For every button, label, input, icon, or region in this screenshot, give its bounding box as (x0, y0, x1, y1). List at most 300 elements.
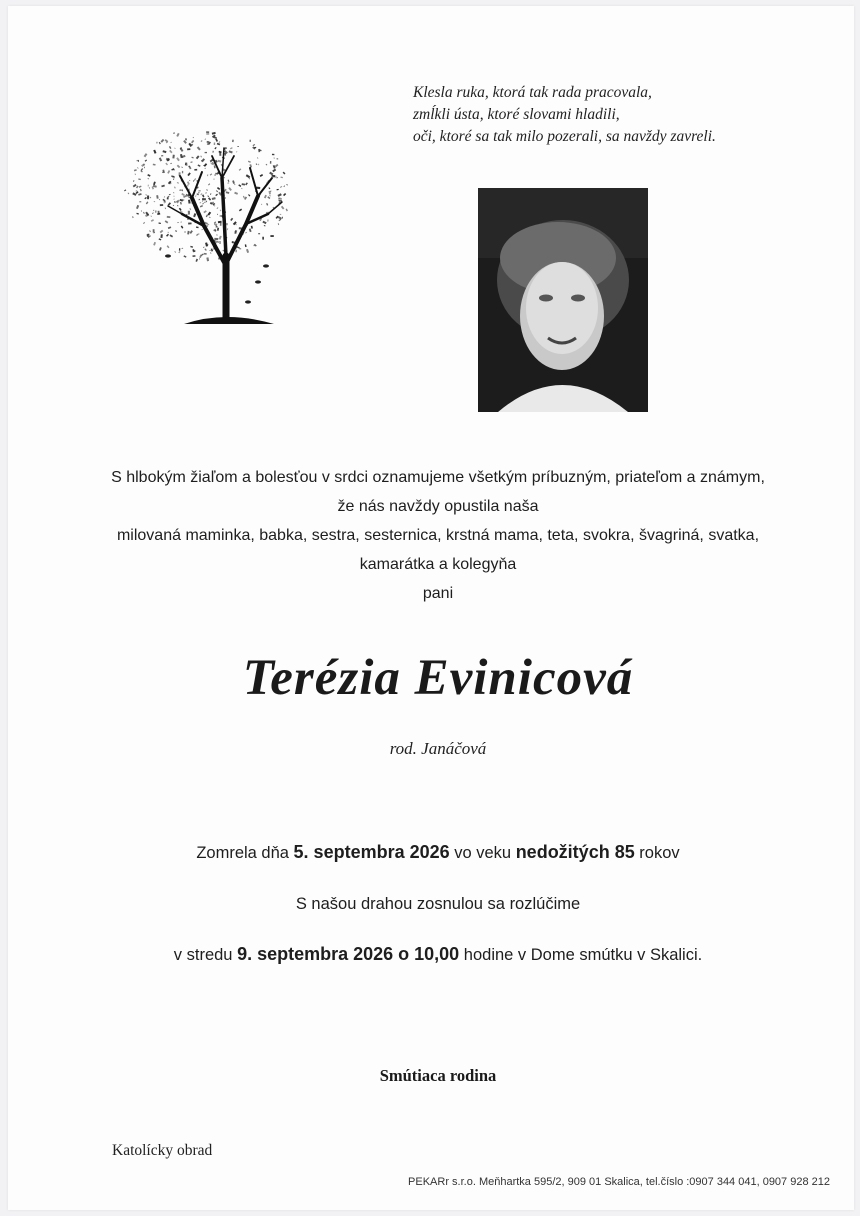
leaf-mark (173, 205, 174, 206)
portrait-photo (478, 188, 648, 412)
leaf-mark (239, 168, 242, 170)
tree-icon (108, 106, 293, 336)
leaf-mark (272, 169, 276, 173)
deceased-name: Terézia Evinicová (242, 650, 634, 706)
leaf-mark (151, 216, 152, 217)
leaf-mark (239, 248, 241, 249)
leaf-mark (238, 184, 241, 187)
leaf-mark (173, 192, 174, 193)
leaf-mark (232, 180, 235, 184)
leaf-mark (136, 213, 139, 215)
leaf-mark (208, 183, 210, 185)
leaf-mark (138, 178, 141, 180)
leaf-mark (155, 210, 156, 212)
announcement-line: pani (422, 585, 454, 602)
leaf-mark (178, 251, 180, 253)
leaf-mark (156, 142, 157, 144)
leaf-mark (198, 192, 199, 194)
leaf-mark (219, 141, 221, 143)
leaf-mark (150, 197, 152, 199)
leaf-mark (165, 163, 168, 166)
leaf-mark (173, 178, 174, 180)
leaf-mark (166, 234, 169, 237)
leaf-mark (167, 232, 168, 234)
leaf-mark (170, 142, 171, 143)
leaf-mark (206, 189, 208, 191)
leaf-mark (174, 196, 175, 197)
leaf-mark (153, 229, 155, 232)
leaf-mark (191, 157, 193, 159)
farewell-prefix: v stredu (173, 946, 238, 964)
leaf-mark (159, 142, 161, 144)
leaf-mark (199, 258, 200, 259)
leaf-mark (249, 228, 252, 232)
leaf-mark (160, 204, 163, 206)
leaf-mark (214, 221, 216, 223)
leaf-mark (206, 257, 209, 261)
leaf-mark (174, 201, 175, 203)
leaf-mark (182, 171, 183, 173)
leaf-mark (165, 139, 169, 142)
leaf-mark (181, 167, 183, 169)
leaf-mark (202, 198, 206, 200)
leaf-mark (153, 210, 154, 211)
leaf-mark (199, 255, 202, 259)
leaf-mark (139, 201, 141, 202)
leaf-mark (141, 163, 145, 167)
announcement-line: S hlbokým žiaľom a bolesťou v srdci oznamujeme všetkým príbuzným, priateľom a známym, (111, 469, 765, 486)
falling-leaf-mark (255, 280, 261, 283)
poem-line: oči, ktoré sa tak milo pozerali, sa navždy zavreli. (413, 128, 716, 145)
leaf-mark (237, 246, 240, 248)
leaf-mark (217, 207, 219, 209)
leaf-mark (227, 180, 229, 182)
leaf-mark (254, 245, 255, 246)
leaf-mark (174, 148, 175, 149)
leaf-mark (136, 190, 138, 191)
leaf-mark (169, 194, 171, 195)
death-middle: vo veku (449, 844, 516, 862)
leaf-mark (147, 174, 150, 177)
leaf-mark (165, 207, 167, 209)
leaf-mark (139, 186, 142, 188)
leaf-mark (234, 230, 237, 234)
leaf-mark (205, 168, 206, 169)
leaf-mark (280, 177, 283, 179)
leaf-mark (267, 219, 269, 221)
leaf-mark (216, 235, 217, 236)
leaf-mark (205, 152, 207, 153)
leaf-mark (196, 193, 198, 195)
leaf-mark (206, 131, 209, 133)
leaf-mark (164, 196, 165, 198)
leaf-mark (214, 142, 215, 145)
falling-leaf-mark (263, 264, 269, 267)
leaf-mark (159, 238, 162, 240)
leaf-mark (190, 161, 192, 163)
leaf-mark (258, 164, 259, 165)
family-signature: Smútiaca rodina (379, 1066, 497, 1085)
leaf-mark (153, 181, 156, 185)
leaf-mark (210, 173, 212, 175)
leaf-mark (176, 133, 179, 137)
leaf-mark (188, 143, 192, 147)
leaf-mark (196, 259, 198, 262)
leaf-mark (153, 164, 156, 166)
leaf-mark (256, 163, 258, 164)
leaf-mark (257, 157, 258, 158)
leaf-mark (188, 200, 191, 204)
leaf-mark (196, 155, 200, 159)
leaf-mark (144, 197, 146, 199)
leaf-mark (192, 255, 195, 257)
leaf-mark (207, 195, 209, 197)
leaf-mark (275, 164, 279, 168)
leaf-mark (167, 170, 170, 174)
leaf-mark (197, 146, 201, 150)
leaf-mark (181, 226, 184, 229)
leaf-mark (266, 203, 268, 206)
leaf-mark (244, 196, 247, 199)
leaf-mark (283, 172, 286, 175)
leaf-mark (184, 232, 186, 233)
leaf-mark (153, 150, 156, 154)
leaf-mark (133, 180, 134, 182)
funeral-service-footer: PEKARr s.r.o. Meňhartka 595/2, 909 01 Skalica, tel.číslo :0907 344 041, 0907 928 212 (408, 1176, 830, 1188)
leaf-mark (185, 139, 186, 140)
leaf-mark (182, 248, 184, 249)
leaf-mark (206, 214, 208, 217)
leaf-mark (188, 211, 190, 215)
leaf-mark (219, 241, 221, 244)
leaf-mark (136, 185, 138, 188)
leaf-mark (258, 233, 260, 234)
leaf-mark (193, 137, 194, 138)
leaf-mark (217, 187, 220, 190)
leaf-mark (235, 224, 237, 225)
leaf-mark (229, 150, 233, 153)
leaf-mark (152, 212, 154, 214)
leaf-mark (261, 204, 262, 205)
leaf-mark (177, 205, 179, 207)
leaf-mark (159, 157, 162, 161)
leaf-mark (210, 252, 211, 254)
farewell-intro: S našou drahou zosnulou sa rozlúčime (295, 895, 581, 913)
leaf-mark (134, 169, 137, 171)
leaf-mark (175, 230, 177, 232)
leaf-mark (196, 234, 199, 236)
leaf-mark (217, 143, 220, 146)
leaf-mark (190, 230, 193, 234)
leaf-mark (136, 191, 139, 194)
farewell-datetime: 9. septembra 2026 o 10,00 (237, 944, 460, 964)
death-age: nedožitých 85 (515, 842, 635, 862)
leaf-mark (245, 232, 247, 234)
leaf-mark (154, 201, 156, 202)
leaf-mark (230, 147, 233, 149)
leaf-mark (217, 160, 221, 163)
leaf-mark (145, 159, 147, 161)
leaf-mark (170, 163, 172, 164)
leaf-mark (217, 214, 218, 215)
leaf-mark (187, 231, 189, 235)
leaf-mark (227, 228, 228, 230)
leaf-mark (165, 220, 169, 223)
leaf-mark (203, 246, 205, 248)
leaf-mark (169, 146, 172, 149)
leaf-mark (226, 191, 230, 193)
announcement-line: kamarátka a kolegyňa (359, 556, 517, 573)
leaf-mark (278, 223, 279, 225)
leaf-mark (202, 200, 203, 202)
leaf-mark (246, 249, 249, 253)
leaf-mark (161, 185, 165, 188)
leaf-mark (193, 213, 196, 217)
leaf-mark (185, 138, 187, 139)
leaf-mark (202, 194, 204, 197)
leaf-mark (168, 196, 170, 197)
leaf-mark (204, 248, 206, 251)
leaf-mark (124, 189, 126, 191)
falling-leaf-mark (165, 254, 171, 257)
leaf-mark (173, 132, 175, 133)
leaf-mark (280, 214, 282, 215)
leaf-mark (170, 234, 174, 237)
leaf-mark (207, 174, 209, 176)
leaf-mark (141, 210, 142, 212)
leaf-mark (258, 149, 260, 152)
leaf-mark (274, 157, 275, 158)
leaf-mark (133, 184, 137, 187)
poem-line: zmĺkli ústa, ktoré slovami hladili, (413, 106, 620, 123)
leaf-mark (216, 190, 218, 192)
leaf-mark (260, 174, 263, 177)
leaf-mark (208, 197, 211, 200)
leaf-mark (198, 164, 201, 166)
death-suffix: rokov (634, 844, 680, 862)
leaf-mark (205, 138, 207, 140)
leaf-mark (149, 187, 150, 189)
leaf-mark (179, 208, 182, 211)
leaf-mark (180, 202, 182, 205)
leaf-mark (187, 172, 190, 176)
leaf-mark (277, 193, 281, 197)
poem-line: Klesla ruka, ktorá tak rada pracovala, (413, 84, 652, 101)
leaf-mark (228, 187, 232, 191)
leaf-mark (242, 183, 246, 185)
leaf-mark (269, 195, 271, 196)
leaf-mark (270, 161, 272, 164)
leaf-mark (146, 201, 149, 204)
leaf-mark (245, 182, 248, 185)
leaf-mark (235, 250, 236, 253)
announcement (8, 463, 860, 608)
leaf-mark (144, 153, 148, 157)
leaf-mark (160, 230, 164, 234)
leaf-mark (283, 193, 286, 196)
leaf-mark (217, 228, 219, 231)
leaf-mark (270, 235, 273, 237)
leaf-mark (194, 169, 197, 171)
leaf-mark (286, 209, 288, 212)
leaf-mark (162, 150, 166, 153)
leaf-mark (264, 195, 267, 199)
leaf-mark (194, 178, 196, 180)
announcement-line: milovaná maminka, babka, sestra, sesternica, krstná mama, teta, svokra, švagriná, svatka, (116, 527, 760, 544)
leaf-mark (177, 165, 181, 169)
leaf-mark (212, 162, 214, 165)
leaf-mark (180, 222, 182, 223)
leaf-mark (214, 238, 218, 240)
leaf-mark (201, 140, 203, 141)
leaf-mark (198, 233, 199, 234)
leaf-mark (212, 132, 216, 135)
leaf-mark (195, 195, 197, 197)
leaf-mark (147, 195, 149, 199)
leaf-mark (157, 213, 160, 215)
leaf-mark (179, 248, 180, 250)
leaf-mark (268, 187, 270, 189)
leaf-mark (236, 151, 237, 152)
leaf-mark (189, 208, 191, 210)
leaf-mark (145, 194, 146, 195)
leaf-mark (187, 148, 190, 150)
leaf-mark (275, 176, 276, 178)
leaf-mark (266, 164, 268, 166)
leaf-mark (220, 210, 222, 212)
leaf-mark (212, 151, 213, 153)
leaf-mark (137, 167, 138, 168)
leaf-mark (159, 199, 160, 200)
leaf-mark (149, 235, 151, 236)
leaf-mark (204, 202, 206, 203)
leaf-mark (245, 244, 247, 247)
leaf-mark (277, 189, 279, 191)
leaf-mark (215, 194, 218, 196)
leaf-mark (144, 167, 145, 168)
leaf-mark (168, 202, 171, 205)
leaf-mark (167, 197, 169, 200)
leaf-mark (206, 201, 208, 203)
leaf-mark (214, 147, 216, 149)
leaf-mark (135, 174, 136, 176)
leaf-mark (286, 184, 288, 185)
leaf-mark (158, 222, 160, 224)
leaf-mark (262, 221, 266, 224)
leaf-mark (232, 140, 234, 143)
leaf-mark (167, 216, 171, 218)
leaf-mark (138, 193, 142, 196)
leaf-mark (190, 246, 193, 248)
leaf-mark (177, 182, 179, 184)
leaf-mark (168, 226, 172, 229)
leaf-mark (212, 197, 216, 200)
leaf-mark (248, 161, 251, 163)
leaf-mark (252, 146, 255, 149)
leaf-mark (132, 216, 133, 218)
leaf-mark (239, 209, 242, 212)
leaf-mark (167, 245, 170, 248)
leaf-mark (283, 185, 285, 187)
leaf-mark (198, 199, 200, 201)
leaf-mark (202, 203, 203, 205)
death-prefix: Zomrela dňa (196, 844, 294, 862)
leaf-mark (250, 140, 251, 142)
leaf-mark (128, 193, 130, 195)
obituary-sheet (8, 6, 854, 1210)
leaf-mark (196, 226, 199, 228)
maiden-name: rod. Janáčová (389, 739, 487, 758)
leaf-mark (249, 178, 250, 179)
leaf-mark (206, 133, 209, 135)
leaf-mark (149, 230, 151, 232)
leaf-mark (176, 157, 180, 161)
leaf-mark (173, 199, 174, 200)
leaf-mark (248, 194, 250, 196)
leaf-mark (214, 165, 216, 168)
leaf-mark (179, 190, 180, 191)
leaf-mark (234, 184, 235, 185)
leaf-mark (200, 156, 202, 158)
leaf-mark (277, 158, 279, 159)
leaf-mark (282, 217, 283, 219)
leaf-mark (241, 188, 243, 190)
leaf-mark (205, 192, 207, 194)
leaf-mark (156, 195, 158, 199)
death-date: 5. septembra 2026 (293, 842, 450, 862)
leaf-mark (169, 150, 172, 153)
leaf-mark (200, 202, 202, 203)
leaf-mark (237, 146, 238, 147)
leaf-mark (276, 177, 277, 179)
leaf-mark (183, 140, 187, 144)
leaf-mark (198, 190, 200, 191)
leaf-mark (151, 219, 154, 222)
memorial-poem (413, 82, 716, 148)
leaf-mark (207, 141, 210, 143)
leaf-mark (264, 225, 266, 226)
leaf-mark (187, 181, 190, 185)
leaf-mark (136, 205, 139, 209)
leaf-mark (203, 210, 206, 213)
leaf-mark (172, 155, 174, 159)
leaf-mark (209, 217, 211, 219)
leaf-mark (174, 251, 176, 253)
leaf-mark (219, 236, 222, 240)
leaf-mark (159, 247, 162, 251)
leaf-mark (262, 237, 264, 240)
leaf-mark (204, 253, 207, 255)
leaf-mark (207, 244, 209, 245)
rite-label: Katolícky obrad (112, 1142, 213, 1159)
leaf-mark (213, 179, 214, 180)
leaf-mark (143, 222, 145, 224)
leaf-mark (188, 223, 191, 225)
leaf-mark (200, 205, 203, 207)
leaf-mark (218, 221, 222, 223)
leaf-mark (177, 222, 178, 223)
leaf-mark (174, 187, 176, 189)
leaf-mark (227, 182, 229, 184)
leaf-mark (214, 175, 216, 176)
falling-leaf-mark (245, 300, 251, 303)
leaf-mark (243, 196, 245, 199)
leaf-mark (230, 218, 233, 221)
leaf-mark (215, 138, 218, 141)
leaf-mark (143, 212, 145, 214)
leaf-mark (272, 154, 274, 155)
leaf-mark (189, 180, 190, 181)
